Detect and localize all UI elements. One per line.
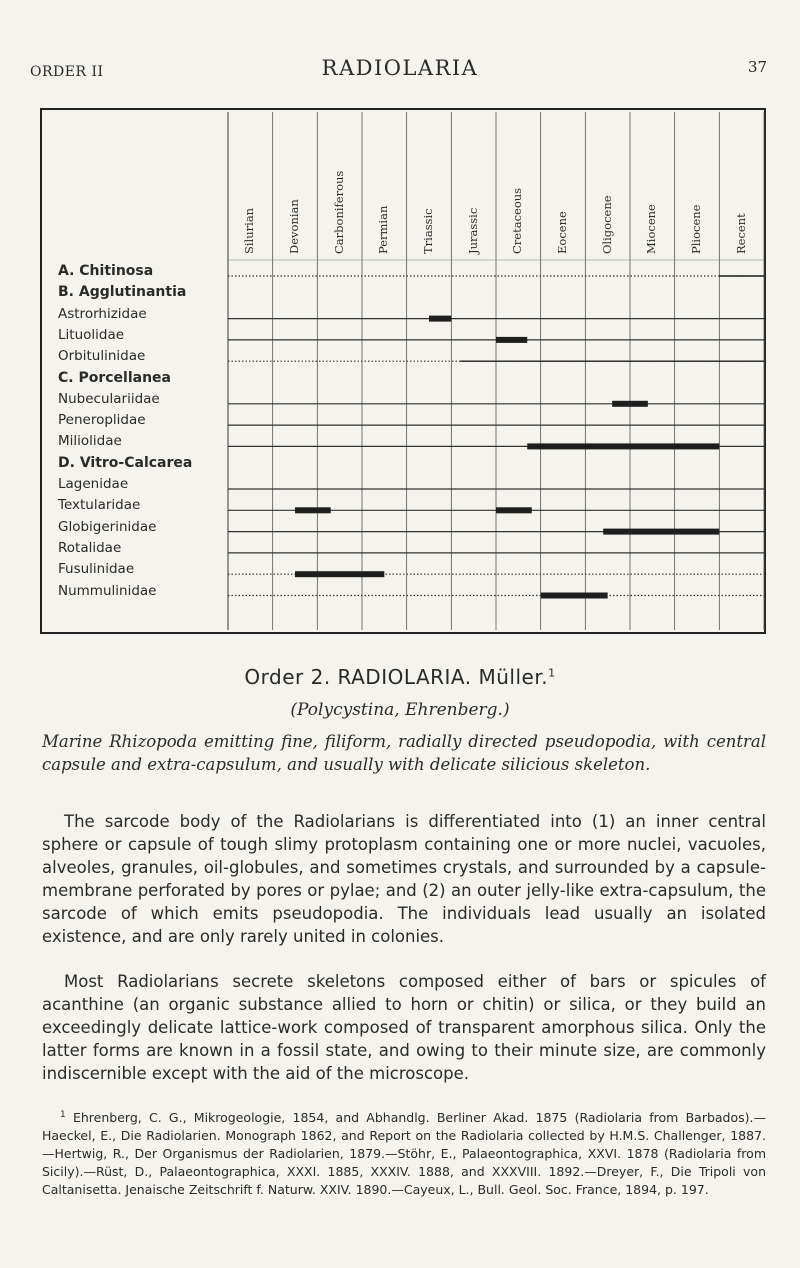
- order-title-text: Order 2. RADIOLARIA. Müller.: [244, 665, 549, 689]
- family-label: Textularidae: [58, 497, 141, 514]
- family-label: Globigerinidae: [58, 518, 157, 535]
- period-header-text: Triassic: [421, 208, 435, 254]
- footnote-text: Ehrenberg, C. G., Mikrogeologie, 1854, and Abhandlg. Berliner Akad. 1875 (Radiolaria from Barbados).—Haeckel, E., Die Radiolarien. Monograph 1862, and Report on the Radiolaria collected by H.M.S. Challenger, 1887.—Hertwig, R., Der Organismus der Radiolarien, 1879.—Stöhr, E., Palaeontographica, XXVI. 1878 (Radiolaria from Sicily).—Rüst, D., Palaeontographica, XXXI. 1885, XXXIV. 1888, and XXXVIII. 1892.—Dreyer, F., Die Tripoli von Caltanisetta. Jenaische Zeitschrift f. Naturw. XXIV. 1890.—Cayeux, L., Bull. Geol. Soc. France, 1894, p. 197.: [42, 1110, 766, 1198]
- range-abundance-bar: [429, 316, 451, 322]
- range-abundance-bar: [612, 401, 648, 407]
- family-label: Miliolidae: [58, 433, 122, 450]
- range-abundance-bar: [295, 571, 384, 577]
- paragraph-2: Most Radiolarians secrete skeletons composed either of bars or spicules of acanthine (an organic substance allied to horn or chitin) or silica, or they build an exceedingly delicate lattice-work composed of transparent amorphous silica. Only the latter forms are known in a fossil state, and owing to their minute size, are commonly indiscernible except with the aid of the microscope.: [42, 972, 766, 1083]
- paragraph-1: The sarcode body of the Radiolarians is differentiated into (1) an inner central sphere or capsule of tough slimy protoplasm containing one or more nuclei, vacuoles, alveoles, granules, oil-globules, and sometimes crystals, and surrounded by a capsule-membrane perforated by pores or pylae; and (2) an outer jelly-like extra-capsulum, the sarcode of which emits pseudopodia. The individuals lead usually an isolated existence, and are only rarely united in colonies.: [42, 812, 766, 946]
- order-title: [0, 665, 800, 689]
- period-header-text: Devonian: [287, 199, 301, 254]
- family-label: Rotalidae: [58, 539, 122, 556]
- family-label: Astrorhizidae: [58, 305, 147, 322]
- period-header-text: Miocene: [644, 204, 659, 254]
- family-label: Orbitulinidae: [58, 348, 146, 365]
- family-label: Nummulinidae: [58, 582, 157, 599]
- running-header-title: RADIOLARIA: [321, 56, 479, 80]
- group-label: D. Vitro-Calcarea: [58, 454, 193, 471]
- period-header-text: Recent: [733, 213, 748, 254]
- footnote: [42, 1106, 766, 1199]
- family-label: Fusulinidae: [58, 561, 135, 578]
- group-label: A. Chitinosa: [58, 263, 154, 279]
- period-header-text: Jurassic: [465, 207, 480, 254]
- period-header-text: Permian: [376, 205, 391, 254]
- family-label: Lituolidae: [58, 326, 125, 343]
- diagnosis-text: Marine Rhizopoda emitting fine, filiform, radially directed pseudopodia, with central capsule and extra-capsulum, and usually with delicate silicious skeleton.: [42, 732, 766, 774]
- range-abundance-bar: [496, 337, 527, 343]
- group-label: B. Agglutinantia: [58, 284, 187, 301]
- group-label: C. Porcellanea: [58, 369, 171, 386]
- period-header-text: Cretaceous: [510, 187, 525, 254]
- family-label: Nubeculariidae: [58, 390, 160, 407]
- page-number: 37: [748, 58, 768, 76]
- footnote-ref: 1: [548, 666, 556, 680]
- order-subtitle: (Polycystina, Ehrenberg.): [290, 700, 510, 720]
- range-abundance-bar: [496, 507, 532, 513]
- running-header-left: ORDER II: [30, 64, 104, 80]
- footnote-mark: 1: [60, 1110, 66, 1120]
- range-abundance-bar: [603, 529, 719, 535]
- range-abundance-bar: [295, 507, 331, 513]
- family-label: Peneroplidae: [58, 412, 146, 429]
- period-header-text: Silurian: [242, 207, 257, 254]
- period-header-text: Eocene: [555, 211, 569, 254]
- range-abundance-bar: [527, 443, 719, 449]
- period-header-text: Oligocene: [599, 195, 614, 254]
- period-header-text: Carboniferous: [331, 170, 346, 254]
- range-abundance-bar: [541, 593, 608, 599]
- period-header-text: Pliocene: [689, 204, 703, 254]
- family-label: Lagenidae: [58, 476, 129, 492]
